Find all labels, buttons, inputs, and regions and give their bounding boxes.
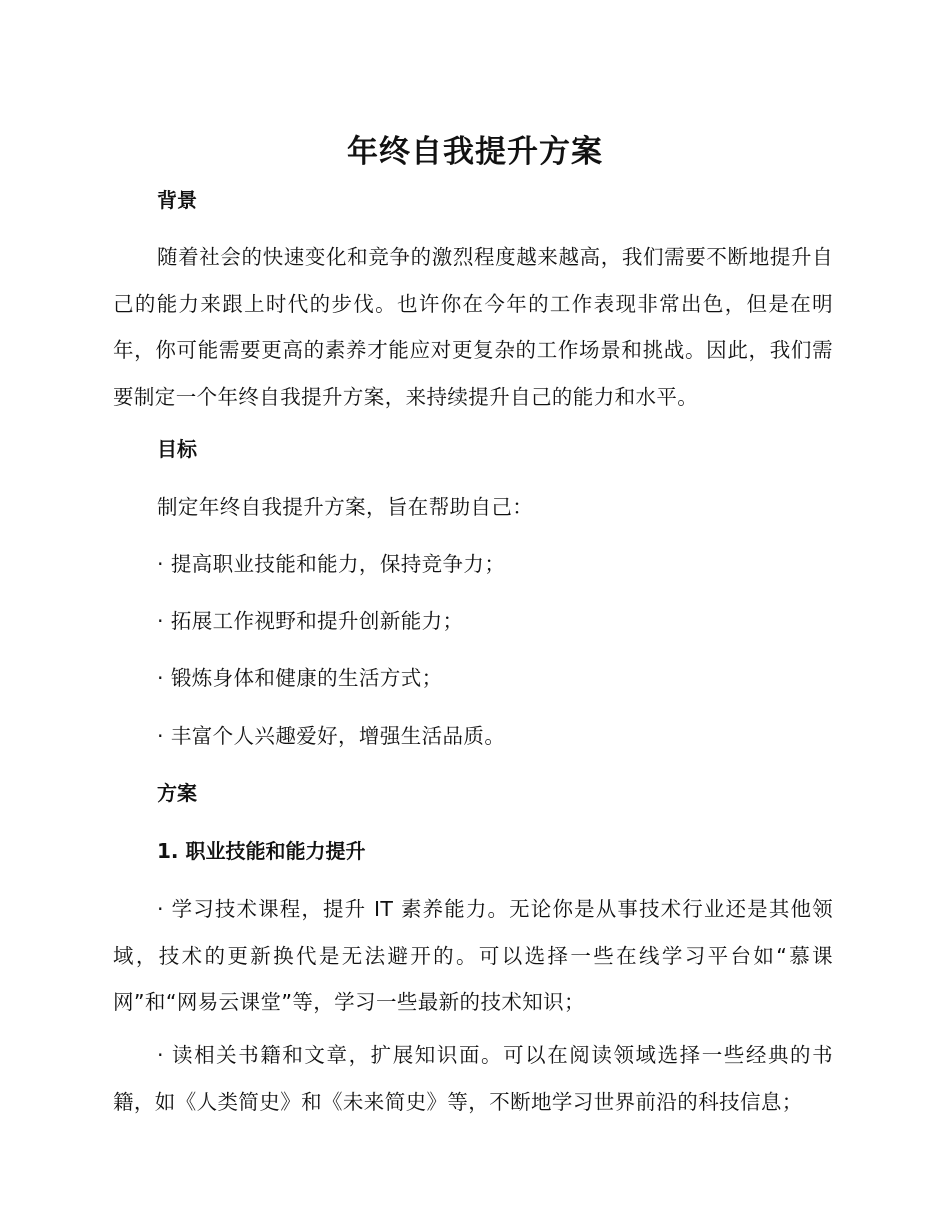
document-title: 年终自我提升方案 [347,134,603,170]
goal-item: · 丰富个人兴趣爱好，增强生活品质。 [157,724,506,748]
plan-item-tech-courses: · 学习技术课程，提升 IT 素养能力。无论你是从事技术行业还是其他领域，技术的更新换代是无法避开的。可以选择一些在线学习平台如“慕课网”和“网易云课堂”等，学习一些最新的技术知识； [113,897,833,1014]
plan-subheading-career-skills: 1. 职业技能和能力提升 [157,839,366,863]
section-heading-goal: 目标 [157,437,197,461]
goal-item: · 锻炼身体和健康的生活方式； [157,666,443,690]
goal-item: · 提高职业技能和能力，保持竞争力； [157,552,506,576]
background-paragraph: 随着社会的快速变化和竞争的激烈程度越来越高，我们需要不断地提升自己的能力来跟上时代的步伐。也许你在今年的工作表现非常出色，但是在明年，你可能需要更高的素养才能应对更复杂的工作场景和挑战。因此，我们需要制定一个年终自我提升方案，来持续提升自己的能力和水平。 [113,245,833,409]
section-heading-plan: 方案 [157,781,197,805]
goal-intro: 制定年终自我提升方案，旨在帮助自己： [157,495,534,519]
section-heading-background: 背景 [157,188,197,212]
goal-item: · 拓展工作视野和提升创新能力； [157,609,464,633]
plan-item-reading: · 读相关书籍和文章，扩展知识面。可以在阅读领域选择一些经典的书籍，如《人类简史》和《未来简史》等，不断地学习世界前沿的科技信息； [113,1043,833,1114]
